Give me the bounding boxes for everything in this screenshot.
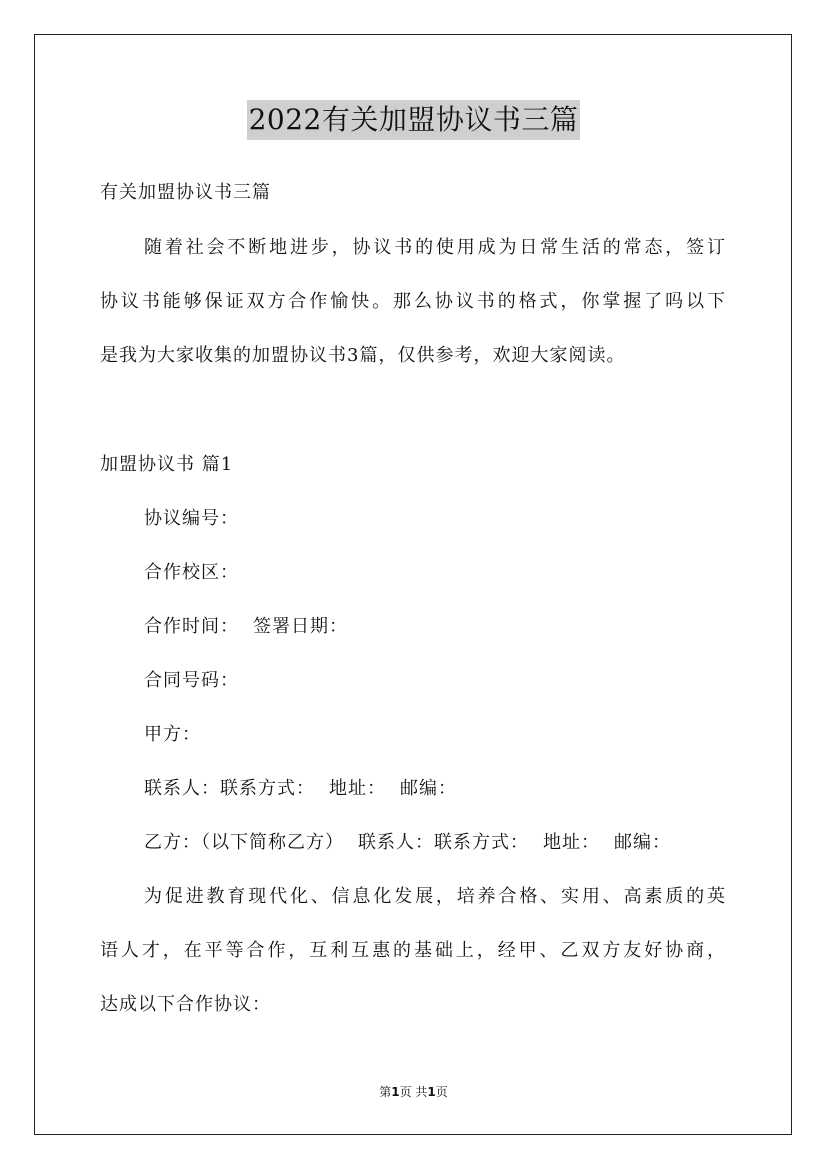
intro-line-3: 是我为大家收集的加盟协议书3篇，仅供参考，欢迎大家阅读。 [100, 345, 626, 366]
footer-mid: 页 共 [399, 1085, 428, 1099]
section-heading: 加盟协议书 篇1 [100, 454, 234, 475]
party-a-contact: 联系人：联系方式： [144, 778, 315, 799]
party-a-contact-line [144, 777, 457, 801]
agreement-number-field: 协议编号： [144, 508, 239, 529]
period-line [144, 615, 348, 639]
party-b-line [144, 831, 671, 855]
contract-number-field: 合同号码： [144, 670, 239, 691]
intro-line-2: 协议书能够保证双方合作愉快。那么协议书的格式，你掌握了吗以下 [100, 291, 726, 312]
party-b-postcode: 邮编： [614, 832, 671, 853]
page-footer [0, 1084, 827, 1100]
footer-page-total: 1 [427, 1085, 436, 1099]
body-line-3: 达成以下合作协议： [100, 994, 271, 1015]
period-field: 合作时间： [144, 616, 239, 637]
party-a-postcode: 邮编： [400, 778, 457, 799]
document-title: 2022有关加盟协议书三篇 [247, 100, 581, 140]
body-line-1: 为促进教育现代化、信息化发展，培养合格、实用、高素质的英 [144, 886, 726, 907]
intro-line-1: 随着社会不断地进步，协议书的使用成为日常生活的常态，签订 [144, 237, 726, 258]
party-a-field: 甲方： [144, 724, 201, 745]
subtitle: 有关加盟协议书三篇 [100, 182, 271, 203]
footer-page-current: 1 [391, 1085, 400, 1099]
footer-prefix: 第 [379, 1085, 392, 1099]
party-b-field: 乙方：（以下简称乙方） [144, 832, 344, 853]
title-container [0, 100, 827, 140]
sign-date-field: 签署日期： [253, 616, 348, 637]
body-line-2: 语人才，在平等合作，互利互惠的基础上，经甲、乙双方友好协商， [100, 940, 726, 961]
campus-field: 合作校区： [144, 562, 239, 583]
party-b-address: 地址： [543, 832, 600, 853]
footer-suffix: 页 [435, 1085, 448, 1099]
party-a-address: 地址： [329, 778, 386, 799]
party-b-contact: 联系人：联系方式： [358, 832, 529, 853]
